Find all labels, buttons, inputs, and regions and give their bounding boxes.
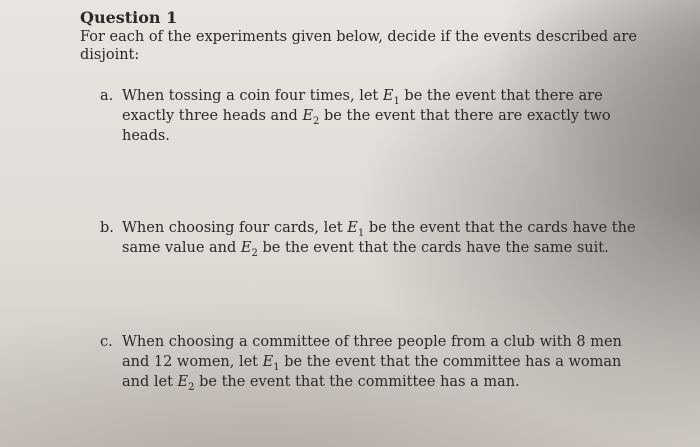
item-text-part: When choosing a committee of three people from a club with 8 men and 12 women, let	[122, 334, 622, 370]
event-subscript: 1	[357, 227, 365, 239]
event-variable: E	[347, 220, 358, 236]
event-subscript: 2	[313, 115, 320, 127]
event-variable: E	[177, 374, 189, 390]
item-text-part: be the event that the committee has a woman and let	[122, 354, 622, 390]
item-a	[100, 86, 640, 146]
item-text	[122, 86, 640, 146]
event-subscript: 1	[393, 95, 400, 107]
event-subscript: 2	[188, 381, 195, 393]
item-c	[100, 332, 640, 392]
item-text-part: be the event that the committee has a man.	[194, 374, 520, 390]
item-letter: a.	[100, 88, 114, 104]
item-letter: c.	[100, 334, 113, 350]
item-text-part: be the event that the cards have the same value and	[122, 220, 636, 256]
event-variable: E	[240, 240, 252, 256]
item-text-part: When choosing four cards, let	[122, 220, 348, 236]
event-subscript: 1	[273, 361, 280, 373]
event-variable: E	[382, 88, 394, 104]
item-letter: b.	[100, 220, 114, 236]
event-variable: E	[262, 354, 274, 370]
item-text-part: be the event that there are exactly two heads.	[122, 108, 611, 144]
item-text-part: be the event that there are exactly three heads and	[122, 88, 603, 124]
item-text	[122, 332, 640, 392]
item-b	[100, 218, 640, 258]
item-text-part: be the event that the cards have the same suit.	[257, 240, 609, 256]
event-subscript: 2	[251, 247, 258, 259]
event-variable: E	[302, 108, 314, 124]
item-text	[122, 218, 640, 258]
question-title: Question 1	[80, 8, 178, 27]
item-text-part: When tossing a coin four times, let	[122, 88, 383, 104]
question-instructions: For each of the experiments given below, decide if the events described are disjoint:	[80, 29, 637, 63]
